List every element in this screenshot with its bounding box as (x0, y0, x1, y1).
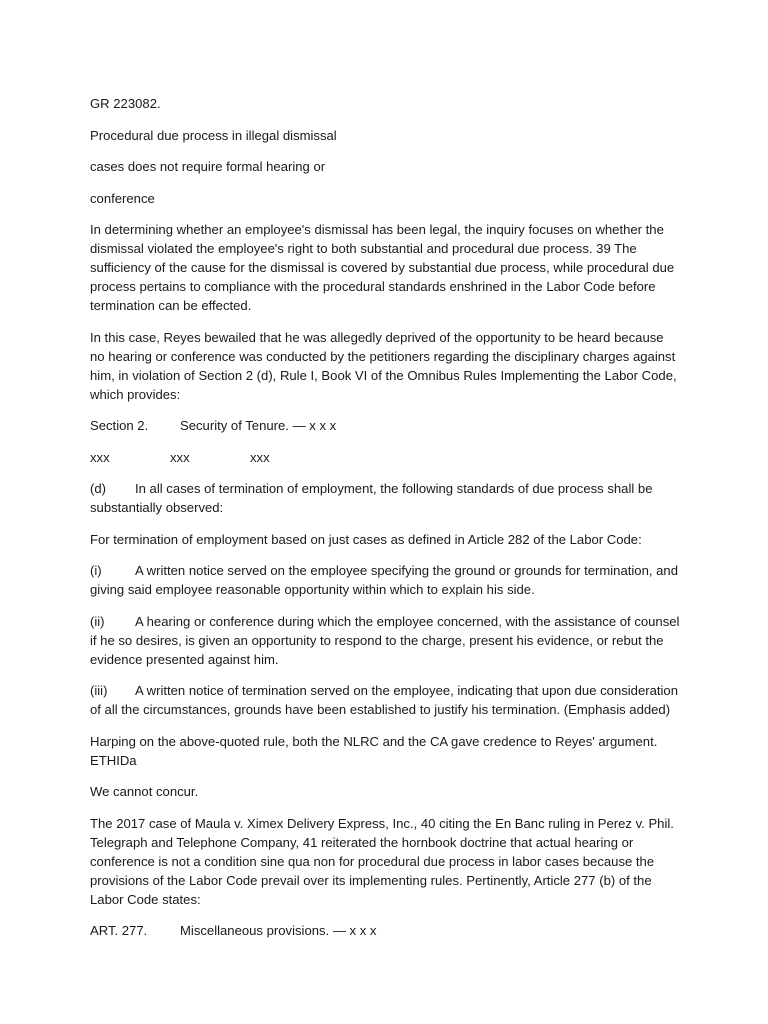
item-i-text: A written notice served on the employee specifying the ground or grounds for termination, and giving said employee reasonable opportunity within which to explain his side. (90, 563, 678, 597)
item-iii-text: A written notice of termination served on the employee, indicating that upon due consideration of all the circumstances, grounds have been established to justify his termination. (Emphasis added) (90, 683, 679, 717)
ellipsis-1: xxx (90, 449, 110, 465)
ellipsis-2: xxx (170, 449, 190, 465)
article-text: Miscellaneous provisions. — x x x (180, 923, 377, 938)
heading-line-1: Procedural due process in illegal dismissal (90, 127, 337, 143)
section-2-line (90, 416, 680, 435)
section-label: Section 2. (90, 418, 149, 433)
ellipsis-line (90, 448, 680, 467)
clause-d (90, 479, 680, 517)
article-277-line (90, 921, 680, 940)
document-body (90, 94, 680, 953)
ellipsis-3: xxx (250, 449, 270, 465)
clause-d-label: (d) (90, 481, 107, 496)
item-ii-label: (ii) (90, 613, 105, 629)
item-ii-text: A hearing or conference during which the employee concerned, with the assistance of counsel if he so desires, is given an opportunity to respond to the charge, present his evidence, or rebut the evidence presented against him. (90, 613, 680, 667)
heading-line-2: cases does not require formal hearing or (90, 159, 326, 174)
paragraph-5: We cannot concur. (90, 784, 199, 799)
item-ii (90, 612, 680, 669)
article-label: ART. 277. (90, 923, 148, 938)
paragraph-2: In this case, Reyes bewailed that he was allegedly deprived of the opportunity to be heard because no hearing or conference was conducted by the petitioners regarding the disciplinary charges against him, in violation of Section 2 (d), Rule I, Book VI of the Omnibus Rules Implementing the Labor Code, which provides: (90, 329, 677, 402)
case-number: GR 223082. (90, 96, 161, 111)
paragraph-1: In determining whether an employee's dismissal has been legal, the inquiry focuses on whether the dismissal violated the employee's right to both substantial and procedural due process. 39 The sufficiency of the cause for the dismissal is covered by substantial due process, while procedural due process pertains to compliance with the procedural standards enshrined in the Labor Code before termination can be effected. (90, 222, 675, 313)
item-i-label: (i) (90, 563, 102, 578)
item-iii-label: (iii) (90, 683, 108, 698)
clause-d-text: In all cases of termination of employment, the following standards of due process shall be substantially observed: (90, 481, 653, 515)
heading-line-3: conference (90, 190, 155, 206)
paragraph-6: The 2017 case of Maula v. Ximex Delivery Express, Inc., 40 citing the En Banc ruling in Perez v. Phil. Telegraph and Telephone Company, 41 reiterated the hornbook doctrine that actual hearing or conference is not a condition sine qua non for procedural due process in labor cases because the provisions of the Labor Code prevail over its implementing rules. Pertinently, Article 277 (b) of the Labor Code states: (90, 815, 674, 907)
item-i (90, 561, 680, 599)
paragraph-3: For termination of employment based on just cases as defined in Article 282 of the Labor Code: (90, 531, 642, 547)
paragraph-4: Harping on the above-quoted rule, both the NLRC and the CA gave credence to Reyes' argument. ETHIDa (90, 733, 658, 768)
item-iii (90, 681, 680, 719)
section-text: Security of Tenure. — x x x (180, 418, 337, 433)
